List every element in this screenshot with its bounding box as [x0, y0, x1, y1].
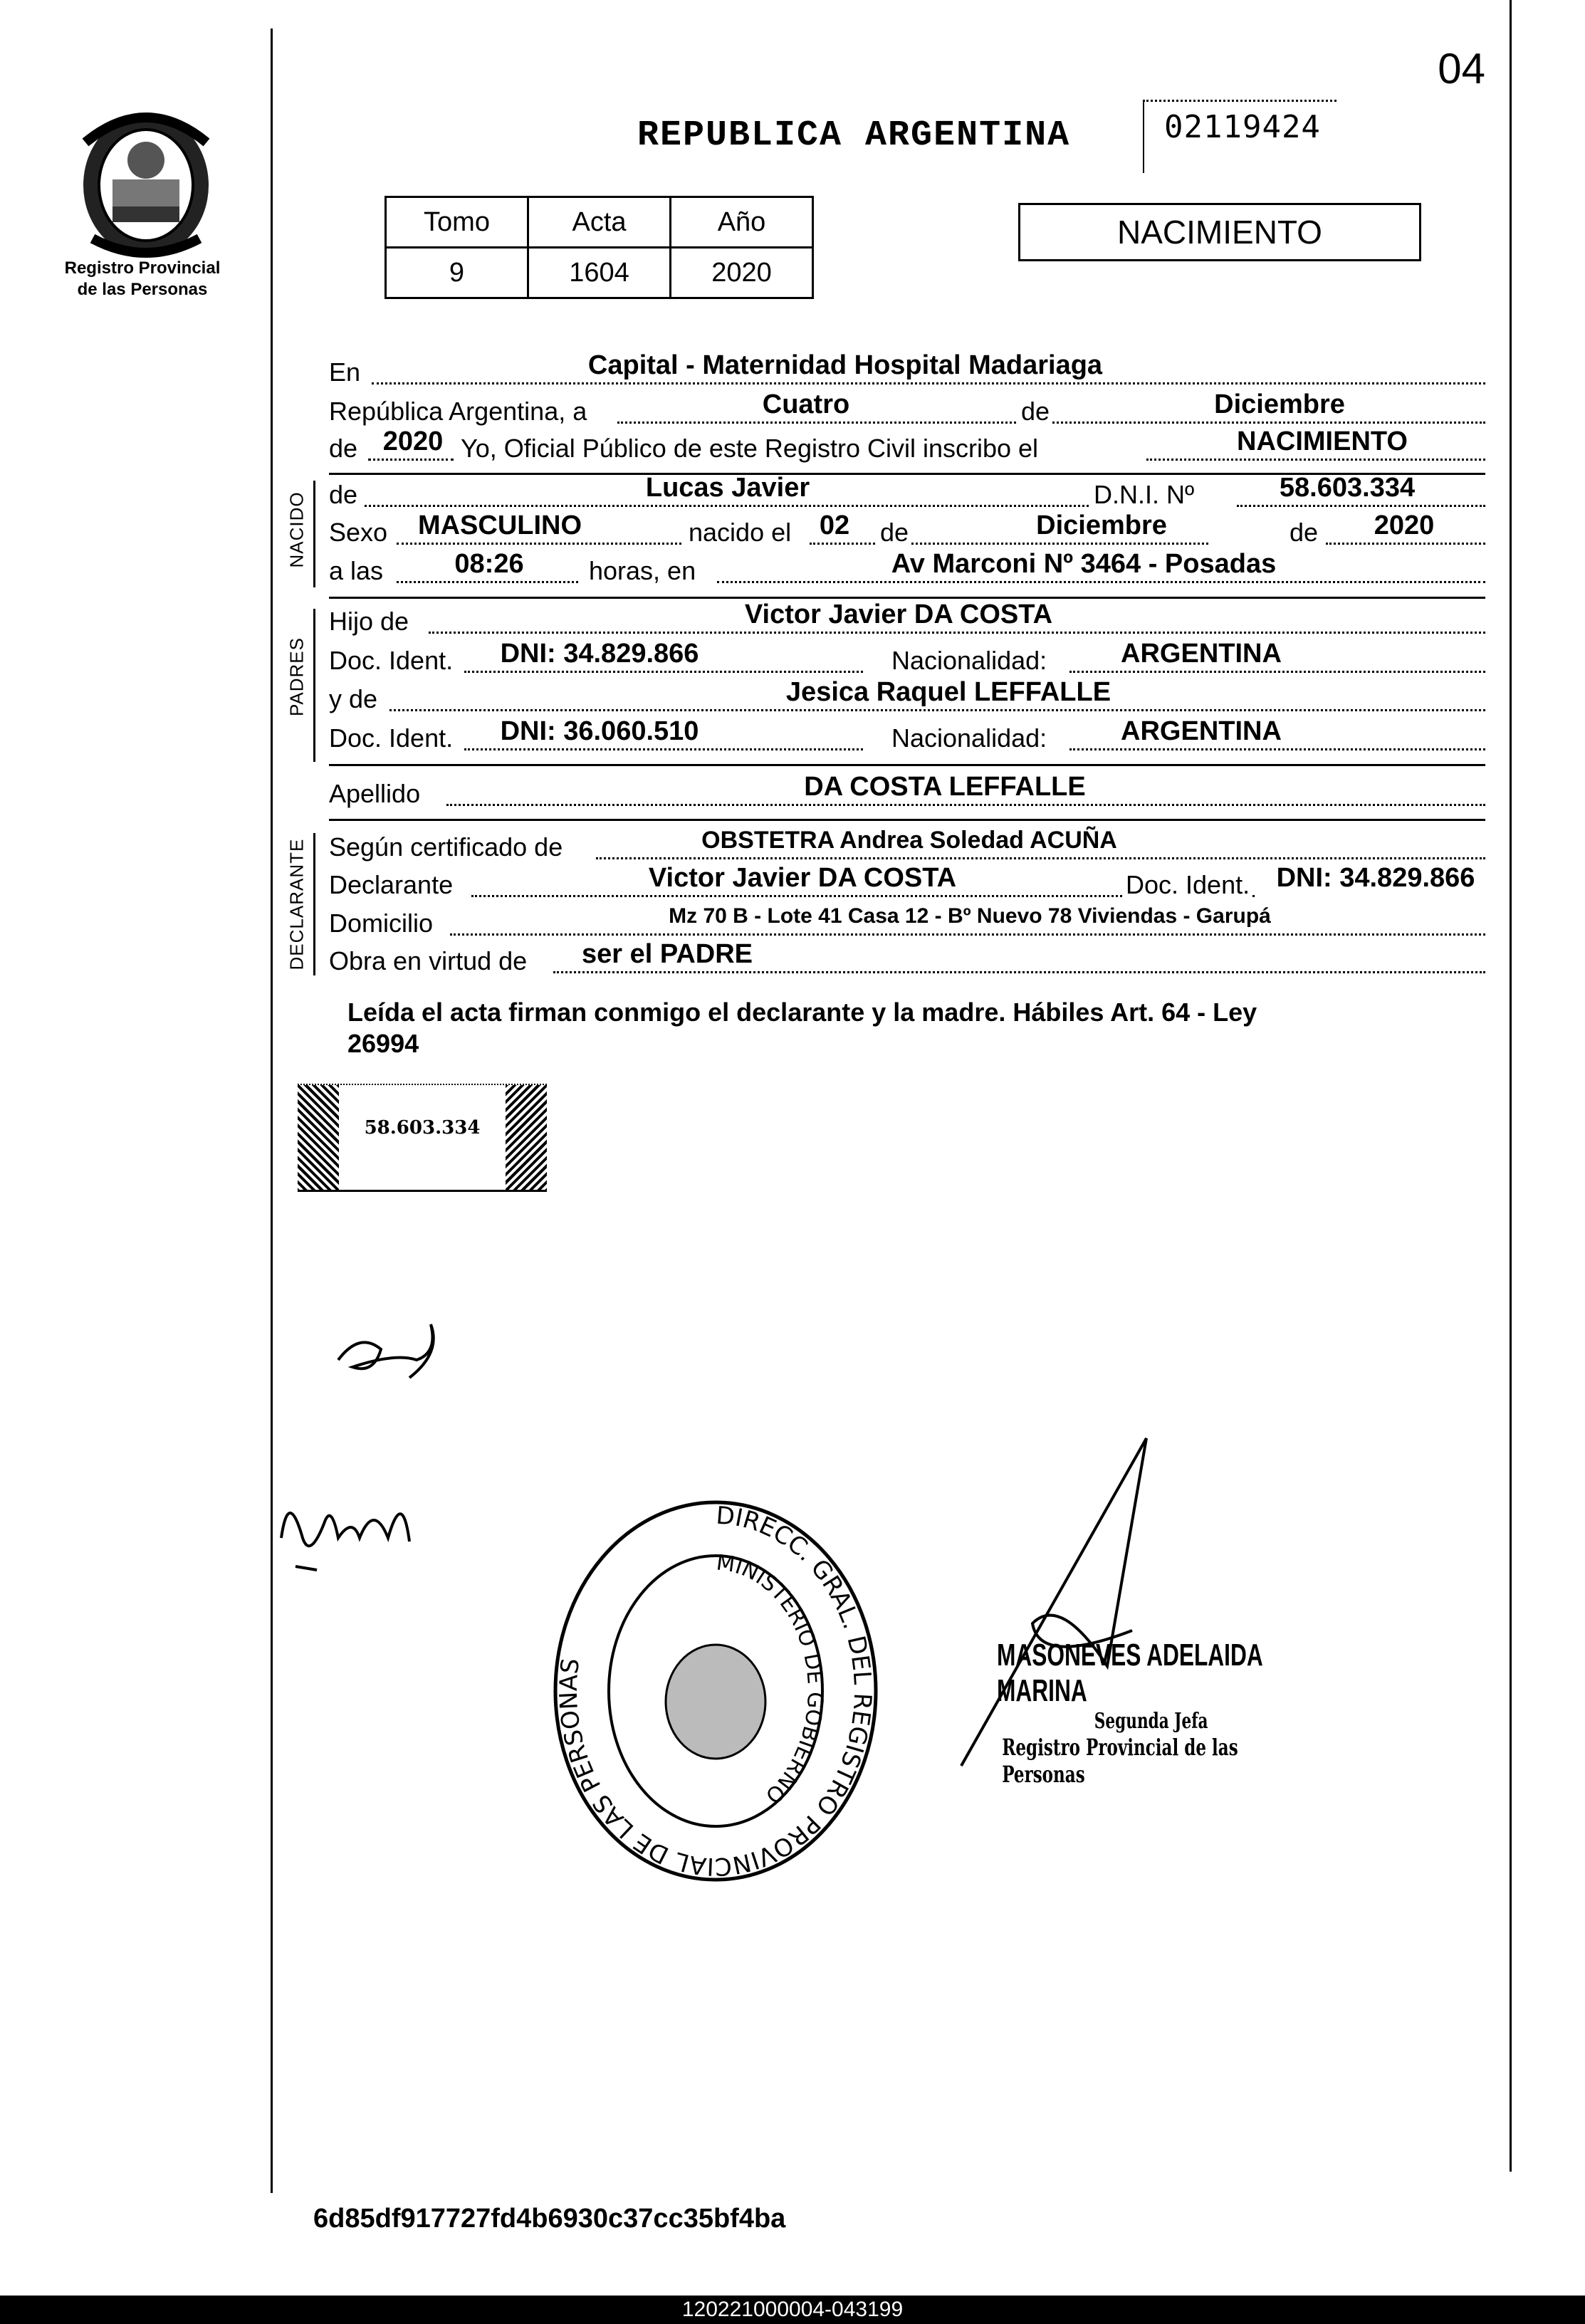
- label-a-las: a las: [329, 556, 384, 585]
- logo-caption-line2: de las Personas: [77, 280, 208, 299]
- birth-year: 2020: [1374, 511, 1435, 540]
- label-domicilio: Domicilio: [329, 909, 434, 938]
- officer-stamp: [997, 1638, 1263, 1788]
- label-hijo-de: Hijo de: [329, 607, 409, 636]
- officer-name: MASONEVES ADELAIDA MARINA: [997, 1638, 1262, 1708]
- domicile-value: Mz 70 B - Lote 41 Casa 12 - Bº Nuevo 78 Viviendas - Garupá: [669, 904, 1271, 928]
- logo-caption-line1: Registro Provincial: [64, 258, 221, 278]
- signature-left-icon: [267, 1474, 452, 1581]
- label-nacionalidad: Nacionalidad:: [891, 723, 1047, 753]
- label-sexo: Sexo: [329, 518, 388, 547]
- fingerprint-box: [298, 1084, 547, 1192]
- table-header-tomo: Tomo: [386, 197, 528, 248]
- place-value: Capital - Maternidad Hospital Madariaga: [587, 350, 1103, 380]
- label-nacionalidad: Nacionalidad:: [891, 646, 1047, 675]
- certificate-value: OBSTETRA Andrea Soledad ACUÑA: [701, 827, 1117, 854]
- label-segun: Según certificado de: [329, 832, 563, 862]
- table-header-anio: Año: [671, 197, 813, 248]
- father-nationality: ARGENTINA: [1121, 639, 1282, 669]
- label-apellido: Apellido: [329, 779, 421, 808]
- row-declarant: [329, 863, 1485, 903]
- officer-title: Segunda Jefa: [1094, 1709, 1208, 1734]
- provincial-logo: [71, 100, 221, 260]
- row-sex-birth: [329, 511, 1485, 550]
- label-oficial: Yo, Oficial Público de este Registro Civil inscribo el: [461, 434, 1039, 463]
- row-father-doc: [329, 639, 1485, 679]
- label-republica: República Argentina, a: [329, 397, 587, 426]
- table-value-tomo: 9: [386, 248, 528, 298]
- child-name: Lucas Javier: [645, 473, 810, 503]
- mother-name: Jesica Raquel LEFFALLE: [785, 677, 1111, 707]
- footer-code: 120221000004-043199: [681, 2298, 904, 2321]
- label-de: de: [1018, 394, 1052, 429]
- capacity-value: ser el PADRE: [581, 939, 753, 969]
- row-mother: [329, 677, 1485, 717]
- section-label-declarante: DECLARANTE: [286, 838, 308, 970]
- fingerprint-left-icon: [298, 1085, 339, 1192]
- document-hash: 6d85df917727fd4b6930c37cc35bf4ba: [313, 2204, 786, 2234]
- act-type: NACIMIENTO: [1117, 214, 1322, 251]
- act-type-box: [1018, 203, 1421, 261]
- label-en: En: [329, 357, 361, 387]
- row-place: [329, 350, 1485, 390]
- row-domicile: [329, 906, 1485, 941]
- label-y-de: y de: [329, 684, 378, 713]
- father-name: Victor Javier DA COSTA: [744, 600, 1053, 629]
- birth-day: 02: [819, 511, 850, 540]
- label-de-year: de: [1287, 515, 1321, 550]
- mother-nationality: ARGENTINA: [1121, 716, 1282, 746]
- registry-table-header: [386, 197, 813, 248]
- fingerprint-bottom-line: [298, 1190, 547, 1192]
- country-title: REPUBLICA ARGENTINA: [637, 115, 1071, 156]
- page-number: 04: [1438, 45, 1485, 93]
- seal-emblem-icon: [666, 1645, 765, 1759]
- table-header-acta: Acta: [528, 197, 671, 248]
- label-de-month: de: [877, 515, 911, 550]
- serial-number-text: 02119424: [1164, 109, 1321, 145]
- signature-initials-icon: [331, 1310, 459, 1388]
- serial-number: [1143, 100, 1336, 173]
- table-value-anio: 2020: [671, 248, 813, 298]
- section-label-nacido: NACIDO: [286, 491, 308, 568]
- seal-outer-text: DIRECC. GRAL. DEL REGISTRO PROVINCIAL DE LAS PERSONAS: [554, 1501, 877, 1881]
- closing-line1: Leída el acta firman conmigo el declarante y la madre. Hábiles Art. 64 - Ley: [347, 998, 1257, 1027]
- label-nacido-el: nacido el: [689, 518, 792, 547]
- seal-inner-text: MINISTERIO DE GOBIERNO: [715, 1550, 828, 1809]
- label-dni: D.N.I. Nº: [1091, 477, 1197, 513]
- father-doc: DNI: 34.829.866: [500, 639, 699, 669]
- footer-bar: [0, 2296, 1585, 2324]
- closing-line2: 26994: [347, 1029, 419, 1058]
- section-divider: [329, 764, 1485, 766]
- nacido-bracket: [313, 481, 315, 587]
- act-value: NACIMIENTO: [1237, 426, 1408, 456]
- year-value: 2020: [382, 426, 444, 456]
- month-value: Diciembre: [1214, 389, 1345, 419]
- section-divider: [329, 819, 1485, 821]
- fingerprint-label: 58.603.334: [364, 1117, 481, 1139]
- left-margin-line: [271, 28, 273, 2193]
- birth-address: Av Marconi Nº 3464 - Posadas: [891, 549, 1277, 579]
- label-doc-ident: Doc. Ident.: [329, 646, 454, 675]
- row-year: [329, 426, 1485, 466]
- label-declarante: Declarante: [329, 870, 454, 899]
- registry-table-values: [386, 248, 813, 298]
- official-seal: [548, 1495, 883, 1894]
- birth-month: Diciembre: [1036, 511, 1167, 540]
- row-mother-doc: [329, 716, 1485, 756]
- declarant-name: Victor Javier DA COSTA: [648, 863, 957, 893]
- label-obra: Obra en virtud de: [329, 946, 528, 975]
- row-time-address: [329, 549, 1485, 589]
- row-capacity: [329, 939, 1485, 979]
- padres-bracket: [313, 609, 315, 762]
- label-doc-ident: Doc. Ident.: [1123, 867, 1252, 903]
- birth-time: 08:26: [454, 549, 524, 579]
- section-label-padres: PADRES: [286, 637, 308, 716]
- closing-text: [347, 997, 1487, 1059]
- table-value-acta: 1604: [528, 248, 671, 298]
- officer-office: Registro Provincial de las Personas: [1002, 1734, 1238, 1788]
- child-dni: 58.603.334: [1279, 473, 1416, 503]
- mother-doc: DNI: 36.060.510: [500, 716, 699, 746]
- label-de2: de: [329, 434, 358, 463]
- label-horas-en: horas, en: [589, 556, 696, 585]
- declarant-doc: DNI: 34.829.866: [1276, 863, 1475, 893]
- label-de: de: [329, 480, 358, 509]
- coat-of-arms-icon: [71, 100, 221, 260]
- declarante-bracket: [313, 833, 315, 975]
- day-value: Cuatro: [762, 389, 850, 419]
- logo-caption: [43, 258, 242, 300]
- row-father: [329, 600, 1485, 639]
- fingerprint-right-icon: [506, 1085, 547, 1192]
- label-doc-ident: Doc. Ident.: [329, 723, 454, 753]
- row-surname: [329, 772, 1485, 812]
- registry-table: [385, 196, 814, 299]
- surname-value: DA COSTA LEFFALLE: [804, 772, 1086, 802]
- right-margin-line: [1510, 0, 1512, 2172]
- child-sex: MASCULINO: [417, 511, 582, 540]
